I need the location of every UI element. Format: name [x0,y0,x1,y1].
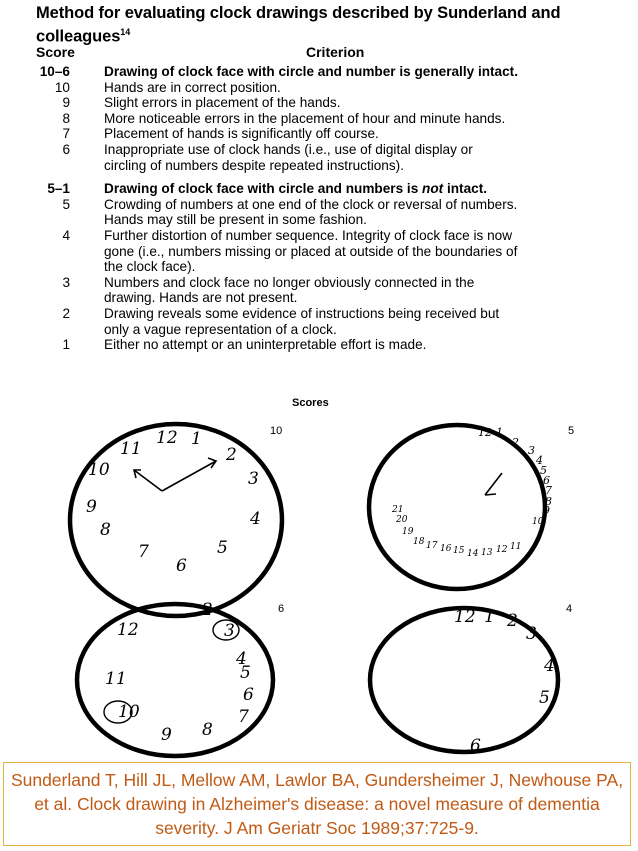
clock-numeral: 8 [202,720,213,740]
row-score [30,322,104,338]
clock-numeral: 20 [396,515,408,525]
clock-numeral: 4 [236,649,247,669]
clock-score-label: 4 [566,603,573,615]
clock-numeral: 7 [238,707,249,727]
row-criterion: Drawing of clock face with circle and number is generally intact. [104,64,518,79]
citation-box [3,762,631,846]
row-score: 2 [62,305,70,321]
row-criterion: Placement of hands is significantly off course. [104,126,379,142]
criterion-row [30,259,630,275]
criterion-row [30,181,630,197]
clock-numeral: 17 [426,541,438,551]
clock-numeral: 1 [191,429,202,449]
row-criterion: Further distortion of number sequence. Integrity of clock face is now [104,227,513,243]
clock-numeral: 5 [217,538,228,558]
row-criterion: circling of numbers despite repeated instructions). [104,157,404,173]
clock-numeral: 10 [88,460,110,480]
criterion-row [30,80,630,96]
row-criterion: gone (i.e., numbers missing or placed at outside of the boundaries of [104,243,518,259]
clock-numeral: 10 [118,702,140,722]
clock-2-hands [485,473,502,495]
row-criterion: the clock face). [104,259,196,275]
row-score: 1 [62,337,70,353]
clock-numeral: 4 [250,509,261,529]
table-title [36,4,616,47]
clock-score-label: 6 [278,603,285,615]
criterion-row [30,111,630,127]
criterion-row [30,64,630,80]
row-criterion: More noticeable errors in the placement of hour and minute hands. [104,110,506,126]
clock-numeral: 5 [540,464,547,477]
clock-numeral: 3 [248,469,259,489]
title-text: Method for evaluating clock drawings described by Sunderland and colleagues [36,4,561,46]
clock-numeral: 12 [496,545,508,555]
row-criterion: Numbers and clock face no longer obviously connected in the [104,274,475,290]
clock-numeral: 18 [413,537,425,547]
criterion-row [30,275,630,291]
row-score [30,244,104,260]
row-criterion: only a vague representation of a clock. [104,321,337,337]
clock-numeral: 2 [507,611,518,631]
row-score: 4 [62,227,70,243]
clock-numeral: 3 [526,624,537,644]
clock-numeral: 9 [543,504,550,517]
clock-numeral: 13 [481,548,493,558]
clock-numeral: 3 [528,444,535,457]
criterion-row [30,322,630,338]
clock-numeral: 12 [117,620,139,640]
clock-numeral: 7 [545,484,552,497]
criterion-row [30,290,630,306]
criterion-row [30,244,630,260]
row-score: 5–1 [47,181,70,197]
citation-text: Sunderland T, Hill JL, Mellow AM, Lawlor BA, Gundersheimer J, Newhouse PA, et al. Clock drawing in Alzheimer's disease: a novel measure of dementia severity. J Am Geriatr Soc 1989;37:725-9. [10,770,624,838]
criterion-row [30,126,630,142]
clock-numeral: 11 [105,669,127,689]
row-criterion: Hands may still be present in some fashion. [104,212,367,228]
row-criterion: Drawing reveals some evidence of instructions being received but [104,305,500,321]
criterion-row [30,228,630,244]
clock-numeral: 19 [402,527,414,537]
clock-numeral: 2 [512,436,519,449]
row-criterion: Drawing of clock face with circle and numbers is not intact. [104,181,487,197]
row-score [30,259,104,275]
clock-numeral: 4 [536,454,543,467]
criterion-row [30,142,630,158]
clock-numeral: 15 [453,546,465,556]
clock-numeral: 12 [454,607,476,627]
clock-numeral: 12 [478,426,492,439]
clock-numeral: 9 [161,725,172,745]
row-score: 7 [62,126,70,142]
clock-numeral: 5 [539,688,550,708]
clock-numeral: 1 [484,607,495,627]
criterion-row [30,197,630,213]
clock-numeral: 9 [86,497,97,517]
row-criterion: Hands are in correct position. [104,79,281,95]
clock-numeral: 6 [176,556,187,576]
clock-numeral: 10 [532,517,544,527]
row-criterion: Inappropriate use of clock hands (i.e., use of digital display or [104,141,473,157]
clock-numeral: 4 [544,656,555,676]
clock-numeral: 1 [496,426,503,439]
row-score [30,212,104,228]
clock-numeral: 6 [243,685,254,705]
clock-numeral: 11 [120,439,142,459]
row-score: 10–6 [39,64,70,79]
clock-numeral: 11 [510,542,522,552]
row-score: 6 [62,141,70,157]
row-score: 3 [62,274,70,290]
score-header: Score [36,44,75,60]
row-score: 9 [62,95,70,111]
clock-score-label: 10 [270,425,283,437]
clock-numeral: 12 [156,428,178,448]
row-criterion: drawing. Hands are not present. [104,290,298,306]
clock-numeral: 8 [545,495,552,508]
clock-numeral: 14 [467,549,479,559]
criterion-header: Criterion [306,44,365,60]
criterion-row [30,212,630,228]
clock-numeral: 6 [543,474,550,487]
criterion-row [30,158,630,174]
clock-numeral: 5 [240,663,251,683]
row-score [30,158,104,174]
clock-drawings-figure [0,410,638,760]
criterion-row [30,95,630,111]
figure-scores-label: Scores [292,397,329,409]
row-criterion: Crowding of numbers at one end of the clock or reversal of numbers. [104,196,518,212]
clock-score-label: 5 [568,425,575,437]
title-reference: 14 [120,27,131,37]
criteria-table [30,64,630,353]
clock-numeral: 3 [224,621,235,641]
clock-numeral: 7 [138,542,149,562]
clock-numeral: 2 [226,445,237,465]
clock-numeral: 6 [470,736,481,756]
clock-numeral: 21 [392,505,404,515]
row-score: 10 [54,79,70,95]
row-score: 8 [62,110,70,126]
clock-1-hands [134,458,216,491]
row-criterion: Slight errors in placement of the hands. [104,95,341,111]
criterion-row [30,337,630,353]
row-score [30,290,104,306]
clock-numeral: 2 [202,600,213,620]
clock-numeral: 8 [100,520,111,540]
row-criterion: Either no attempt or an uninterpretable effort is made. [104,337,427,353]
clock-numeral: 16 [440,544,452,554]
criterion-row [30,306,630,322]
row-score: 5 [62,196,70,212]
